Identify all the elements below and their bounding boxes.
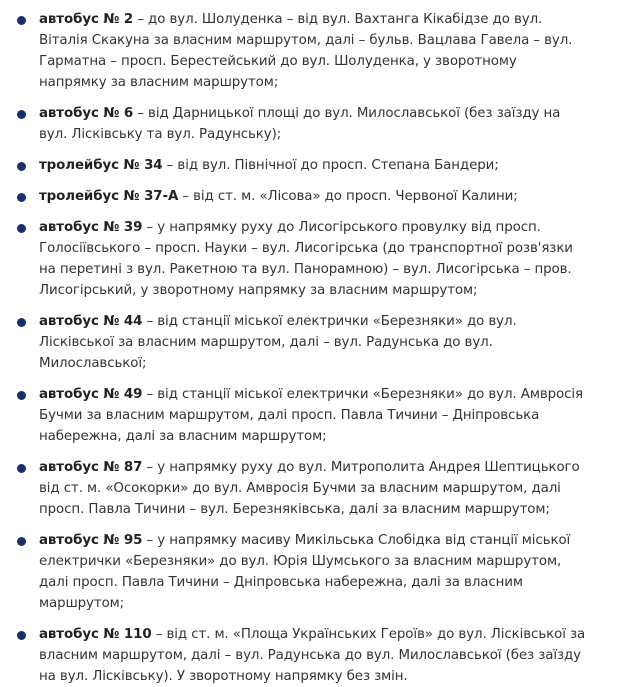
- bullet-dot: [17, 391, 26, 400]
- bullet-dot: [17, 464, 26, 473]
- bullet-dot: [17, 16, 26, 25]
- route-name: автобус № 49: [39, 387, 143, 402]
- route-name: автобус № 87: [39, 460, 143, 475]
- bullet-dot: [17, 193, 26, 202]
- bullet-dot: [17, 537, 26, 546]
- route-item-bus-2: [0, 9, 620, 93]
- route-name: автобус № 6: [39, 106, 134, 121]
- route-description: – від вул. Північної до просп. Степана Бандери;: [162, 158, 499, 173]
- route-item-bus-95: [0, 530, 620, 614]
- route-item-bus-87: [0, 457, 620, 520]
- route-description: – від ст. м. «Площа Українських Героїв» до вул. Лісківської за власним маршрутом, далі – вул. Радунська до вул. Милославської (без заїзду на вул. Лісківську). У зворотному напрямку без змін.: [39, 627, 586, 684]
- bullet-dot: [17, 162, 26, 171]
- route-description: – від ст. м. «Лісова» до просп. Червоної Калини;: [178, 189, 518, 204]
- route-item-bus-110: [0, 624, 620, 687]
- route-description: – у напрямку руху до вул. Митрополита Андрея Шептицького від ст. м. «Осокорки» до вул. Амвросія Бучми за власним маршрутом, далі просп. Павла Тичини – вул. Березняківська, далі за власним маршрутом;: [39, 460, 580, 517]
- bullet-dot: [17, 110, 26, 119]
- route-name: автобус № 95: [39, 533, 143, 548]
- route-item-bus-49: [0, 384, 620, 447]
- route-name: тролейбус № 34: [39, 158, 163, 173]
- bullet-dot: [17, 224, 26, 233]
- route-description: – у напрямку руху до Лисогірського провулку від просп. Голосіївського – просп. Науки – вул. Лисогірська (до транспортної розв'язки на перетині з вул. Ракетною та вул. Панорамною) – вул. Лисогірська – пров. Лисогірський, у зворотному напрямку за власним маршрутом;: [39, 220, 573, 298]
- route-item-bus-44: [0, 311, 620, 374]
- route-description: – від станції міської електрички «Березняки» до вул. Амвросія Бучми за власним маршрутом, далі просп. Павла Тичини – Дніпровська набережна, далі за власним маршрутом;: [39, 387, 583, 444]
- route-description: – до вул. Шолуденка – від вул. Вахтанга Кікабідзе до вул. Віталія Скакуна за власним маршрутом, далі – бульв. Вацлава Гавела – вул. Гарматна – просп. Берестейський до вул. Шолуденка, у зворотному напрямку за власним маршрутом;: [39, 12, 573, 90]
- route-name: автобус № 39: [39, 220, 143, 235]
- route-name: тролейбус № 37-А: [39, 189, 179, 204]
- route-name: автобус № 110: [39, 627, 152, 642]
- route-description: – від станції міської електрички «Березняки» до вул. Лісківської за власним маршрутом, далі – вул. Радунська до вул. Милославської;: [39, 314, 517, 371]
- bullet-dot: [17, 631, 26, 640]
- route-item-trolleybus-34: [0, 155, 620, 176]
- route-description: – від Дарницької площі до вул. Милославської (без заїзду на вул. Лісківську та вул. Радунську);: [39, 106, 561, 142]
- bullet-dot: [17, 318, 26, 327]
- route-item-bus-39: [0, 217, 620, 301]
- route-name: автобус № 2: [39, 12, 134, 27]
- route-name: автобус № 44: [39, 314, 143, 329]
- route-item-trolleybus-37a: [0, 186, 620, 207]
- route-description: – у напрямку масиву Микільська Слобідка від станції міської електрички «Березняки» до вул. Юрія Шумського за власним маршрутом, далі просп. Павла Тичини – Дніпровська набережна, далі за власним маршрутом;: [39, 533, 571, 611]
- route-item-bus-6: [0, 103, 620, 145]
